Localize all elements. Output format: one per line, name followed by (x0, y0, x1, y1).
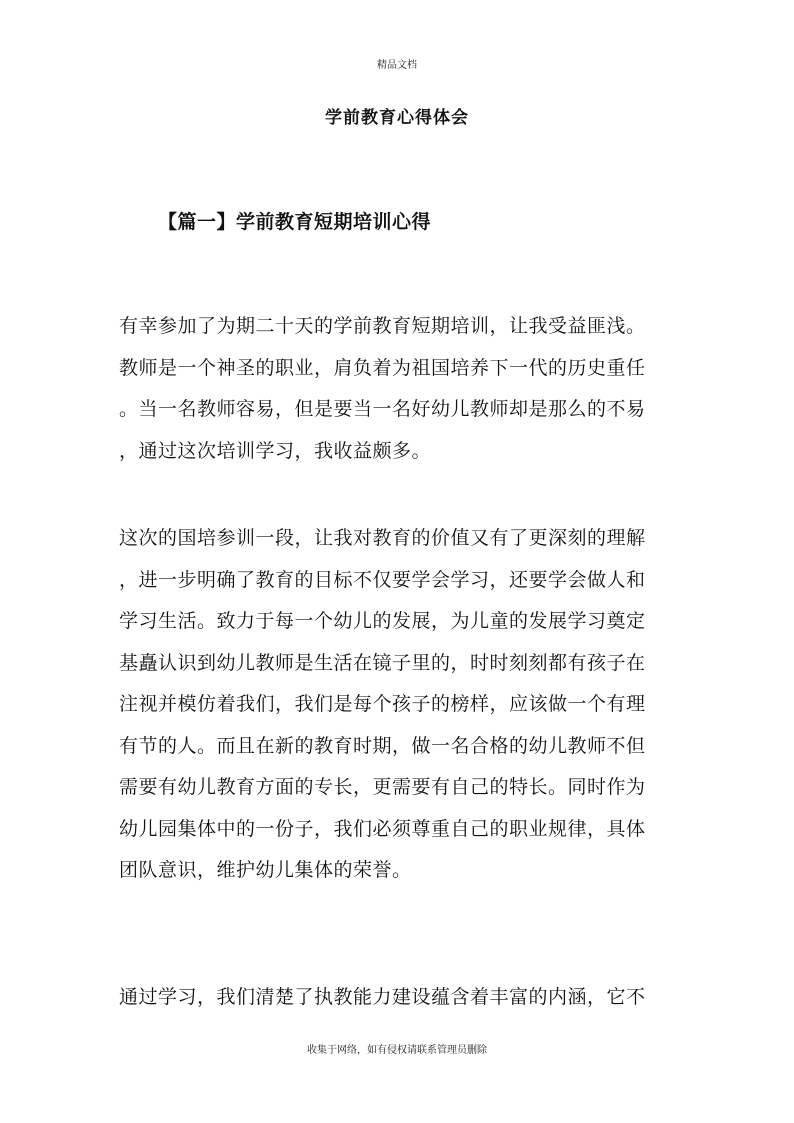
paragraph-line: 基矗认识到幼儿教师是生活在镜子里的，时时刻刻都有孩子在 (119, 651, 646, 674)
paragraph-line: ，通过这次培训学习，我收益颇多。 (119, 439, 432, 462)
paragraph-line: ，进一步明确了教育的目标不仅要学会学习，还要学会做人和 (119, 568, 646, 591)
paragraph-line: 幼儿园集体中的一份子，我们必须尊重自己的职业规律，具体 (119, 817, 646, 840)
paragraph-1 (119, 306, 661, 472)
paragraph-3 (119, 977, 661, 1019)
paragraph-line: 教师是一个神圣的职业，肩负着为祖国培养下一代的历史重任 (119, 356, 646, 379)
page-footer: 收集于网络，如有侵权请联系管理员删除 (307, 1045, 487, 1056)
section-heading: 【篇一】学前教育短期培训心得 (158, 211, 432, 233)
document-title: 学前教育心得体会 (325, 108, 469, 128)
paragraph-line: 通过学习，我们清楚了执教能力建设蕴含着丰富的内涵，它不 (119, 986, 646, 1008)
paragraph-line: 有幸参加了为期二十天的学前教育短期培训，让我受益匪浅。 (119, 315, 646, 337)
paragraph-2 (119, 518, 661, 892)
paragraph-line: 学习生活。致力于每一个幼儿的发展，为儿童的发展学习奠定 (119, 610, 646, 632)
paragraph-line: 注视并模仿着我们，我们是每个孩子的榜样，应该做一个有理 (119, 693, 646, 715)
page-header: 精品文档 (377, 60, 417, 71)
paragraph-line: 团队意识，维护幼儿集体的荣誉。 (119, 859, 412, 881)
paragraph-line: 需要有幼儿教育方面的专长，更需要有自己的特长。同时作为 (119, 776, 646, 798)
paragraph-line: 。当一名教师容易，但是要当一名好幼儿教师却是那么的不易 (119, 398, 646, 420)
paragraph-line: 这次的国培参训一段，让我对教育的价值又有了更深刻的理解 (119, 527, 646, 549)
paragraph-line: 有节的人。而且在新的教育时期，做一名合格的幼儿教师不但 (119, 734, 646, 757)
